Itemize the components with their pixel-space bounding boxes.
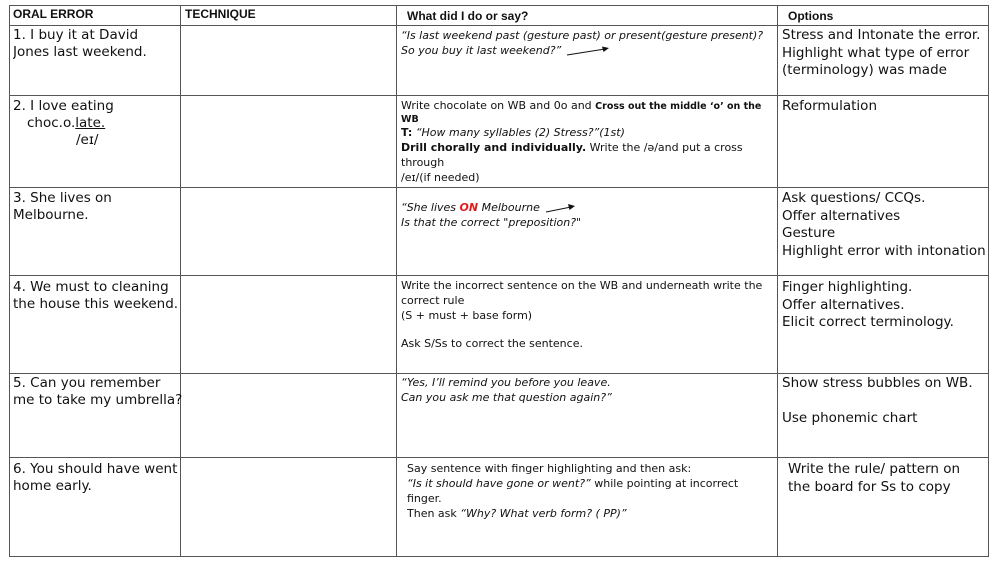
col-border-0 bbox=[9, 5, 10, 557]
row2-error-phoneme: /eɪ/ bbox=[76, 132, 99, 148]
table-top-border bbox=[9, 5, 989, 6]
row2-what-line5: /eɪ/(if needed) bbox=[401, 171, 480, 184]
row4-options bbox=[782, 279, 986, 332]
row2-what-line4: Drill chorally and individually. Write the /ə/and put a cross through bbox=[401, 141, 743, 169]
row3-option-4: Highlight error with intonation bbox=[782, 242, 986, 259]
row6-what-line4: Then ask “Why? What verb form? ( PP)” bbox=[407, 507, 627, 520]
row3-option-2: Offer alternatives bbox=[782, 207, 901, 224]
row3-error-line1: 3. She lives on bbox=[13, 190, 112, 206]
row2-what-line3: T: “How many syllables (2) Stress?”(1st) bbox=[401, 126, 625, 139]
row3-what-line2: Is that the correct "preposition?" bbox=[401, 216, 582, 229]
row6-error-line2: home early. bbox=[13, 478, 92, 494]
row1-option-1: Stress and Intonate the error. bbox=[782, 27, 981, 43]
row-border-1 bbox=[9, 95, 989, 96]
row5-options bbox=[782, 375, 986, 427]
row3-option-3: Gesture bbox=[782, 225, 836, 241]
row4-error bbox=[13, 279, 183, 313]
row5-what bbox=[401, 375, 775, 405]
row6-what-line2: “Is it should have gone or went?” while pointing at incorrect bbox=[407, 477, 739, 490]
row5-error-line1: 5. Can you remember bbox=[13, 375, 161, 391]
row1-error bbox=[13, 27, 178, 61]
row1-error-line2: Jones last weekend. bbox=[13, 44, 147, 60]
header-bottom-border bbox=[9, 25, 989, 26]
row4-what-line4: Ask S/Ss to correct the sentence. bbox=[401, 337, 583, 350]
row1-error-line1: 1. I buy it at David bbox=[13, 27, 139, 43]
row3-what-line1: “She lives ON Melbourne bbox=[401, 200, 775, 215]
row2-what bbox=[401, 98, 775, 185]
table-bottom-border bbox=[9, 556, 989, 557]
row4-error-line2: the house this weekend. bbox=[13, 296, 179, 312]
row2-what-line1: Write chocolate on WB and 0o and Cross out the middle ‘o’ on the bbox=[401, 99, 762, 112]
row3-error-line2: Melbourne. bbox=[13, 207, 89, 223]
col-border-3 bbox=[777, 5, 778, 557]
row3-option-1: Ask questions/ CCQs. bbox=[782, 190, 926, 206]
row-border-5 bbox=[9, 457, 989, 458]
header-technique: TECHNIQUE bbox=[185, 7, 256, 21]
header-what-did-i-do: What did I do or say? bbox=[407, 9, 529, 23]
row4-option-2: Offer alternatives. bbox=[782, 296, 905, 313]
row6-what bbox=[407, 461, 775, 521]
row4-error-line1: 4. We must to cleaning bbox=[13, 279, 169, 295]
row6-error-line1: 6. You should have went bbox=[13, 461, 178, 477]
row3-error bbox=[13, 190, 178, 224]
row6-options bbox=[788, 461, 986, 496]
row4-what bbox=[401, 278, 775, 351]
row1-what bbox=[401, 28, 775, 58]
intonation-arrow-icon bbox=[543, 202, 577, 214]
row-border-2 bbox=[9, 187, 989, 188]
row4-option-3: Elicit correct terminology. bbox=[782, 314, 954, 330]
row4-what-line2: correct rule bbox=[401, 294, 465, 307]
row2-error bbox=[13, 98, 178, 149]
row4-option-1: Finger highlighting. bbox=[782, 279, 913, 295]
row4-what-line1: Write the incorrect sentence on the WB and underneath write the bbox=[401, 279, 763, 292]
row5-what-line1: “Yes, I’ll remind you before you leave. bbox=[401, 376, 611, 389]
col-border-2 bbox=[396, 5, 397, 557]
row-border-4 bbox=[9, 373, 989, 374]
row6-what-line3: finger. bbox=[407, 492, 442, 505]
row5-what-line2: Can you ask me that question again?” bbox=[401, 391, 612, 404]
row6-option-1: Write the rule/ pattern on bbox=[788, 461, 961, 477]
row6-option-2: the board for Ss to copy bbox=[788, 478, 951, 495]
row2-what-line2: WB bbox=[401, 114, 419, 125]
header-oral-error: ORAL ERROR bbox=[13, 7, 94, 21]
intonation-arrow-icon bbox=[565, 45, 611, 57]
header-options: Options bbox=[788, 9, 834, 23]
row3-what bbox=[401, 200, 775, 230]
row6-what-line1: Say sentence with finger highlighting and then ask: bbox=[407, 462, 692, 475]
row5-option-1: Show stress bubbles on WB. bbox=[782, 375, 973, 391]
row1-what-line1: “Is last weekend past (gesture past) or present(gesture present)? bbox=[401, 29, 764, 42]
row5-error bbox=[13, 375, 183, 409]
col-border-4 bbox=[988, 5, 989, 557]
row3-options bbox=[782, 190, 986, 260]
row1-what-line2: So you buy it last weekend?” bbox=[401, 43, 775, 58]
row2-error-word: choc.o.late. bbox=[27, 115, 106, 131]
row2-option-1: Reformulation bbox=[782, 98, 877, 114]
row2-options bbox=[782, 98, 986, 116]
row1-option-2: Highlight what type of error bbox=[782, 44, 970, 61]
row5-error-line2: me to take my umbrella? bbox=[13, 392, 183, 408]
row1-options bbox=[782, 27, 986, 80]
row5-option-2: Use phonemic chart bbox=[782, 409, 918, 426]
row4-what-line3: (S + must + base form) bbox=[401, 309, 533, 322]
row1-option-3: (terminology) was made bbox=[782, 62, 947, 78]
row2-error-line1: 2. I love eating bbox=[13, 98, 114, 114]
row6-error bbox=[13, 461, 183, 495]
row-border-3 bbox=[9, 275, 989, 276]
